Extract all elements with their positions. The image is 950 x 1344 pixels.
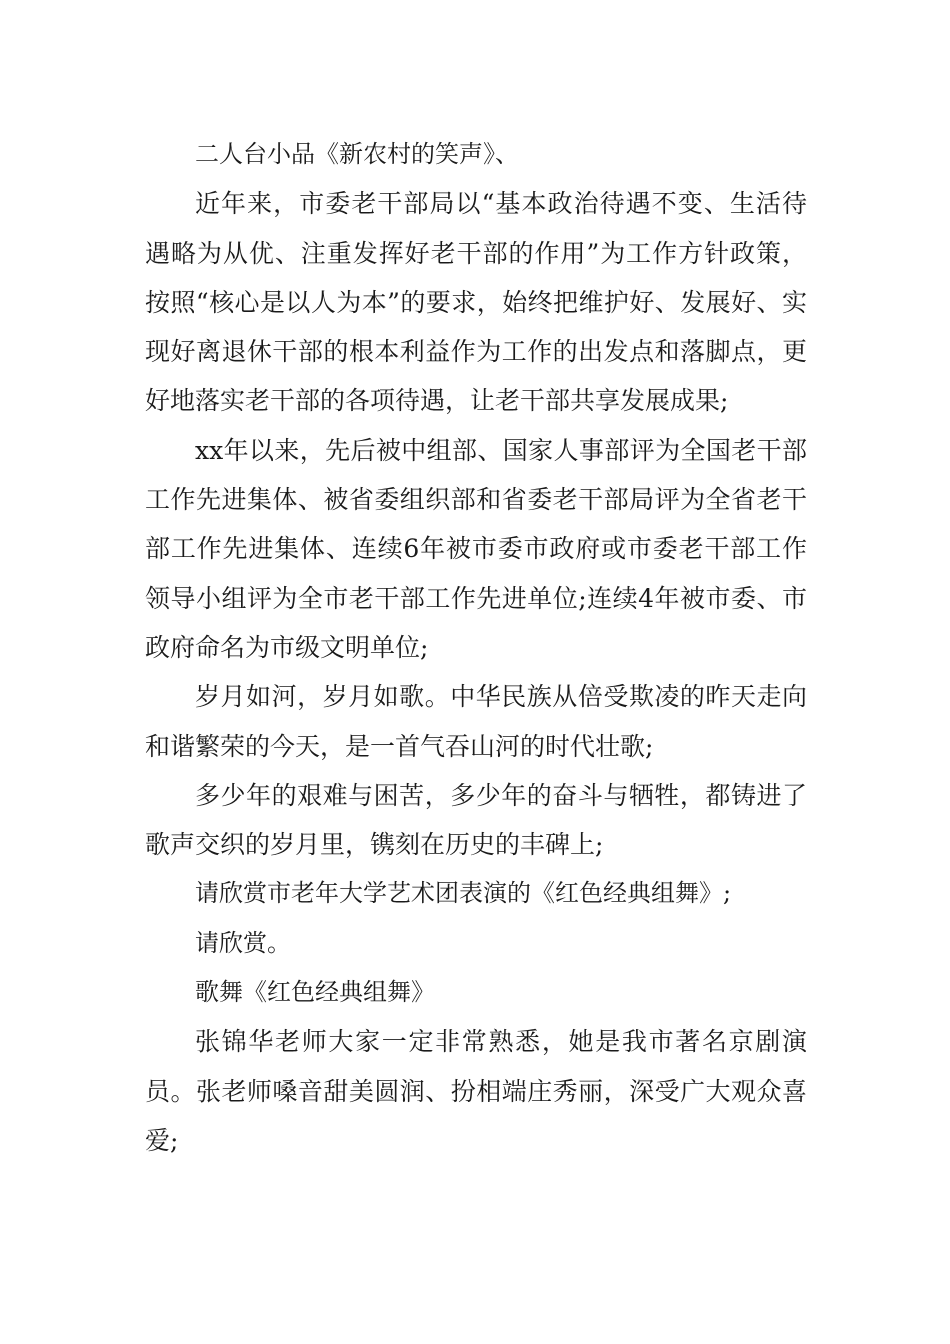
- paragraph-please-enjoy: 请欣赏。: [195, 928, 291, 957]
- paragraph-honors: xx年以来，先后被中组部、国家人事部评为全国老干部工作先进集体、被省委组织部和省委老干部局评为全省老干部工作先进集体、连续6年被市委市政府或市委老干部工作领导小组评为全市老干部工作先进单位;连续4年被市委、市政府命名为市级文明单位;: [145, 435, 807, 662]
- paragraph-hardship: 多少年的艰难与困苦，多少年的奋斗与牺牲，都铸进了歌声交织的岁月里，镌刻在历史的丰碑上;: [145, 780, 807, 860]
- paragraph-invite-performance: 请欣赏市老年大学艺术团表演的《红色经典组舞》;: [195, 879, 732, 908]
- paragraph-dance-title: 歌舞《红色经典组舞》: [195, 978, 435, 1007]
- document-body: [145, 130, 807, 1165]
- paragraph-years-song: 岁月如河，岁月如歌。中华民族从倍受欺凌的昨天走向和谐繁荣的今天，是一首气吞山河的时代壮歌;: [145, 682, 807, 761]
- paragraph-performer-intro: 张锦华老师大家一定非常熟悉，她是我市著名京剧演员。张老师嗓音甜美圆润、扮相端庄秀丽，深受广大观众喜爱;: [145, 1027, 807, 1155]
- paragraph-bureau-policy: 近年来，市委老干部局以“基本政治待遇不变、生活待遇略为从优、注重发挥好老干部的作用”为工作方针政策，按照“核心是以人为本”的要求，始终把维护好、发展好、实现好离退休干部的根本利益作为工作的出发点和落脚点，更好地落实老干部的各项待遇，让老干部共享发展成果;: [145, 189, 807, 416]
- paragraph-program-item: 二人台小品《新农村的笑声》、: [195, 140, 519, 168]
